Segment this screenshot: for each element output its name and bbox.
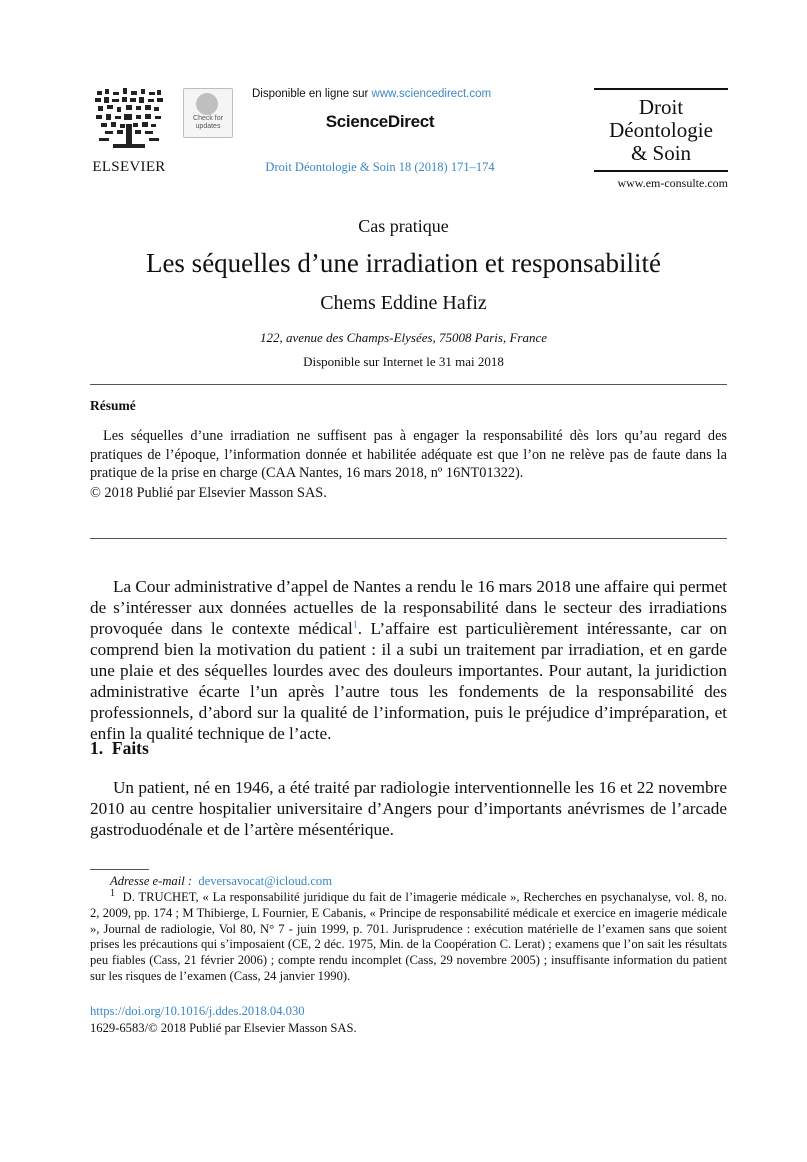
check-badge-line1: Check for <box>193 115 223 122</box>
article-title: Les séquelles d’une irradiation et responsabilité <box>145 248 662 278</box>
article-author: Chems Eddine Hafiz <box>320 292 487 314</box>
check-for-updates-icon <box>196 93 218 115</box>
body-paragraph-2: Un patient, né en 1946, a été traité par radiologie interventionnelle les 16 et 22 novembre 2010 au centre hospitalier universitaire d’Angers pour d’importants anévrismes de l’arcade gastroduodénale et de l’artère mésentérique. <box>90 778 727 839</box>
journal-logo-name <box>594 90 728 170</box>
author-email-line <box>110 874 332 889</box>
online-date: Disponible sur Internet le 31 mai 2018 <box>303 354 504 369</box>
footnote-divider <box>90 869 149 870</box>
check-for-updates-label <box>184 115 232 131</box>
journal-name-line2: Déontologie <box>609 118 713 142</box>
author-address: 122, avenue des Champs-Elysées, 75008 Paris, France <box>259 330 548 345</box>
article-category: Cas pratique <box>358 216 449 236</box>
abstract-bottom-divider <box>90 538 727 539</box>
elsevier-tree-icon <box>93 88 165 152</box>
section-heading-faits: 1. Faits <box>90 738 149 758</box>
doi-link[interactable]: https://doi.org/10.1016/j.ddes.2018.04.030 <box>90 1004 305 1018</box>
journal-citation-link[interactable]: Droit Déontologie & Soin 18 (2018) 171–174 <box>265 160 495 174</box>
availability-prefix: Disponible en ligne sur <box>252 88 372 100</box>
journal-name-line3: & Soin <box>630 141 692 165</box>
footnote-1-text: D. TRUCHET, « La responsabilité juridique du fait de l’imagerie médicale », Recherches en psychanalyse, vol. 8, no. 2, 2009, pp. 174 ; M Thibierge, L Fournier, E Cabanis, « Principe de responsabilité médicale et exercice en imagerie médicale », Journal de radiologie, Vol 80, N° 7 - juin 1999, p. 701. Jurisprudence : exécution matérielle de l’examen sans que soient prises les précautions qui s’imposaient (CE, 2 déc. 1975, Min. de la Coopération C. Lerat) ; examens que l’on sait les résultats peu fiables (Cass, 21 février 2006) ; compte rendu incomplet (Cass, 29 novembre 2005) ; insuffisante information du patient sur les risques de l’examen (Cass, 24 janvier 1990). <box>90 890 728 983</box>
issn-copyright: 1629-6583/© 2018 Publié par Elsevier Masson SAS. <box>90 1021 357 1035</box>
abstract-heading: Résumé <box>90 398 136 413</box>
footnote-1-number: 1 <box>110 887 115 899</box>
sciencedirect-link[interactable]: www.sciencedirect.com <box>371 88 492 100</box>
journal-website[interactable]: www.em-consulte.com <box>617 176 728 190</box>
journal-logo <box>594 88 728 191</box>
email-label: Adresse e-mail : <box>110 874 193 888</box>
abstract-copyright: © 2018 Publié par Elsevier Masson SAS. <box>90 485 327 501</box>
para1-text-a: La Cour administrative d’appel de Nantes a rendu le 16 mars 2018 une affaire qui permet de s’intéresser aux données actuelles de la responsabilité dans le secteur des irradiations provoquée dans le contexte médical <box>90 577 727 638</box>
author-email-link[interactable]: deversavocat@icloud.com <box>198 874 333 888</box>
journal-name-line1: Droit <box>638 95 684 119</box>
publisher-name: ELSEVIER <box>92 159 166 175</box>
para1-text-b: . L’affaire est particulièrement intéressante, car on comprend bien la motivation du patient : il a subi un traitement par irradiation, et en garde une plaie et des séquelles lourdes avec des douleurs importantes. Pour autant, la juridiction administrative écarte l’un après l’autre tous les fondements de la responsabilité des professionnels, d’abord sur la qualité de l’information, puis le préjudice d’impréparation, et enfin la qualité technique de l’acte. <box>90 619 727 743</box>
abstract-text: Les séquelles d’une irradiation ne suffisent pas à engager la responsabilité dès lors qu’au regard des pratiques de l’époque, l’information donnée et habilitée adéquate est que l’on ne relève pas de faute dans la pratique de la prise en charge (CAA Nantes, 16 mars 2018, nº 16NT01322). <box>90 428 727 481</box>
elsevier-logo <box>88 88 170 176</box>
check-for-updates-badge[interactable] <box>183 88 233 138</box>
sciencedirect-logo: ScienceDirect <box>325 112 435 131</box>
journal-logo-bottom-rule <box>594 170 728 172</box>
body-paragraph-1 <box>90 576 727 744</box>
abstract-top-divider <box>90 384 727 385</box>
check-badge-line2: updates <box>195 123 221 130</box>
availability-line <box>252 88 491 100</box>
footnote-ref-1[interactable]: 1 <box>352 619 358 631</box>
footnote-1 <box>90 887 728 985</box>
